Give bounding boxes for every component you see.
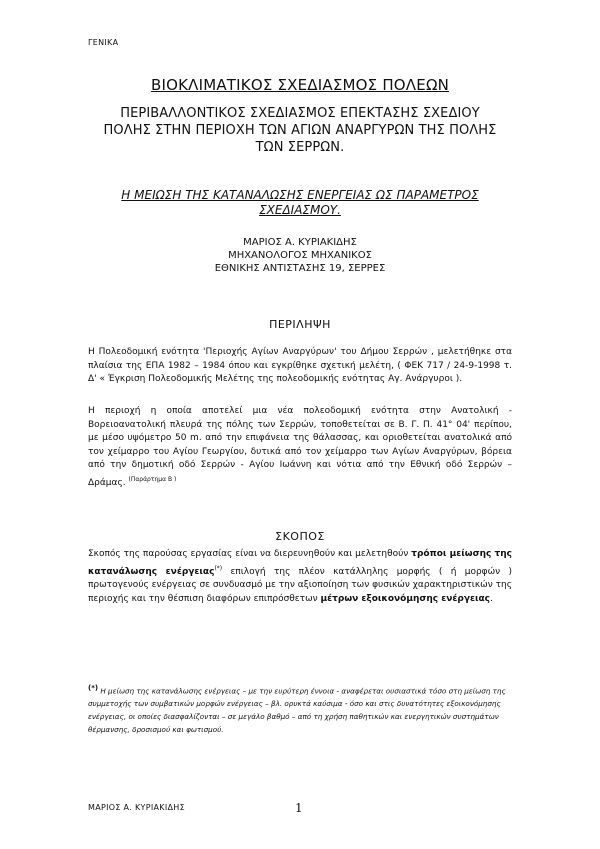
author-profession: ΜΗΧΑΝΟΛΟΓΟΣ ΜΗΧΑΝΙΚΟΣ xyxy=(228,250,372,261)
purpose-text-a: Σκοπός της παρούσας εργασίας είναι να διερευνηθούν και μελετηθούν xyxy=(88,549,412,559)
topic-title xyxy=(80,188,520,218)
abstract-paragraph-2-text: Η περιοχή η οποία αποτελεί μια νέα πολεοδομική ενότητα στην Ανατολική - Βορειοανατολική πλευρά της πόλης των Σερρών, τοποθετείται σε Β. Γ. Π. 41° 04' περίπου, με μέσο υψόμετρο 50 m. από την επιφάνεια της θάλασσας, και οριοθετείται ανατολικά από τον χείμαρρο του Αγίου Γεωργίου, δυτικά από τον χείμαρρο των Αγίων Αναργύρων, βόρεια από την δημοτική οδό Σερρών - Αγίου Ιωάννη και νότια από την Εθνική οδό Σερρών – Δράμας. xyxy=(88,406,512,488)
main-title: ΒΙΟΚΛΙΜΑΤΙΚΟΣ ΣΧΕΔΙΑΣΜΟΣ ΠΟΛΕΩΝ xyxy=(150,76,450,94)
purpose-bold-b: μέτρων εξοικονόμησης ενέργειας xyxy=(320,593,490,604)
subtitle-line-1: ΠΕΡΙΒΑΛΛΟΝΤΙΚΟΣ ΣΧΕΔΙΑΣΜΟΣ ΕΠΕΚΤΑΣΗΣ ΣΧΕΔΙΟΥ xyxy=(120,106,480,121)
abstract-paragraph-2 xyxy=(88,405,512,490)
author-name: ΜΑΡΙΟΣ Α. ΚΥΡΙΑΚΙΔΗΣ xyxy=(243,237,357,248)
topic-line-2: ΣΧΕΔΙΑΣΜΟΥ. xyxy=(259,203,341,217)
page-number: 1 xyxy=(295,801,303,815)
running-header: ΓΕΝΙΚΑ xyxy=(88,38,119,47)
abstract-paragraph-1: Η Πολεοδομική ενότητα 'Περιοχής Αγίων Αναργύρων' του Δήμου Σερρών , μελετήθηκε στα πλαίσια της ΕΠΑ 1982 – 1984 όπου και εγκρίθηκε σχετική μελέτη, ( ΦΕΚ 717 / 24-9-1998 τ. Δ' « Έγκριση Πολεοδομικής Μελέτης της πολεοδομικής ενότητας Αγ. Ανάργυροι ). xyxy=(88,347,512,384)
purpose-text-b: επιλογή της πλέον κατάλληλης μορφής ( ή μορφών ) πρωτογενούς ενέργειας σε συνδυασμό με την αξιοποίηση των φυσικών χαρακτηριστικών της περιοχής και την θέσπιση διαφόρων επιπρόσθετων xyxy=(88,566,512,604)
footnote-text: Η μείωση της κατανάλωσης ενέργειας – με την ευρύτερη έννοια - αναφέρεται ουσιαστικά τόσο στη μείωση της συμμετοχής των συμβατικών μορφών ενέργειας – βλ. ορυκτά καύσιμα - όσο και στις δυνατότητες εξοικονόμησης ενέργειας, οι οποίες διασφαλίζονται – σε μεγάλο βαθμό – από τη χρήση παθητικών και ενεργητικών συστημάτων θέρμανσης, δροσισμού και φωτισμού. xyxy=(88,686,506,735)
purpose-text-c: . xyxy=(490,593,493,604)
footnote-marker: (*) xyxy=(214,564,223,572)
purpose-bold-a: τρόποι μείωσης της κατανάλωσης ενέργειας xyxy=(88,549,512,577)
running-footer: ΜΑΡΙΟΣ Α. ΚΥΡΙΑΚΙΔΗΣ xyxy=(88,803,185,812)
abstract-heading: ΠΕΡΙΛΗΨΗ xyxy=(269,318,331,331)
purpose-heading: ΣΚΟΠΟΣ xyxy=(275,530,325,543)
subtitle xyxy=(80,105,520,156)
topic-line-1: Η ΜΕΙΩΣΗ ΤΗΣ ΚΑΤΑΝΑΛΩΣΗΣ ΕΝΕΡΓΕΙΑΣ ΩΣ ΠΑΡΑΜΕΤΡΟΣ xyxy=(121,188,479,202)
subtitle-line-2: ΠΟΛΗΣ ΣΤΗΝ ΠΕΡΙΟΧΗ ΤΩΝ ΑΓΙΩΝ ΑΝΑΡΓΥΡΩΝ ΤΗΣ ΠΟΛΗΣ xyxy=(103,123,497,138)
author-block xyxy=(80,236,520,275)
purpose-paragraph xyxy=(88,548,512,606)
subtitle-line-3: ΤΩΝ ΣΕΡΡΩΝ. xyxy=(255,140,345,155)
footnote-mark: (*) xyxy=(88,684,99,692)
footnote xyxy=(88,682,518,736)
author-address: ΕΘΝΙΚΗΣ ΑΝΤΙΣΤΑΣΗΣ 19, ΣΕΡΡΕΣ xyxy=(214,263,386,274)
appendix-reference: (Παράρτημα Β ) xyxy=(128,475,177,483)
